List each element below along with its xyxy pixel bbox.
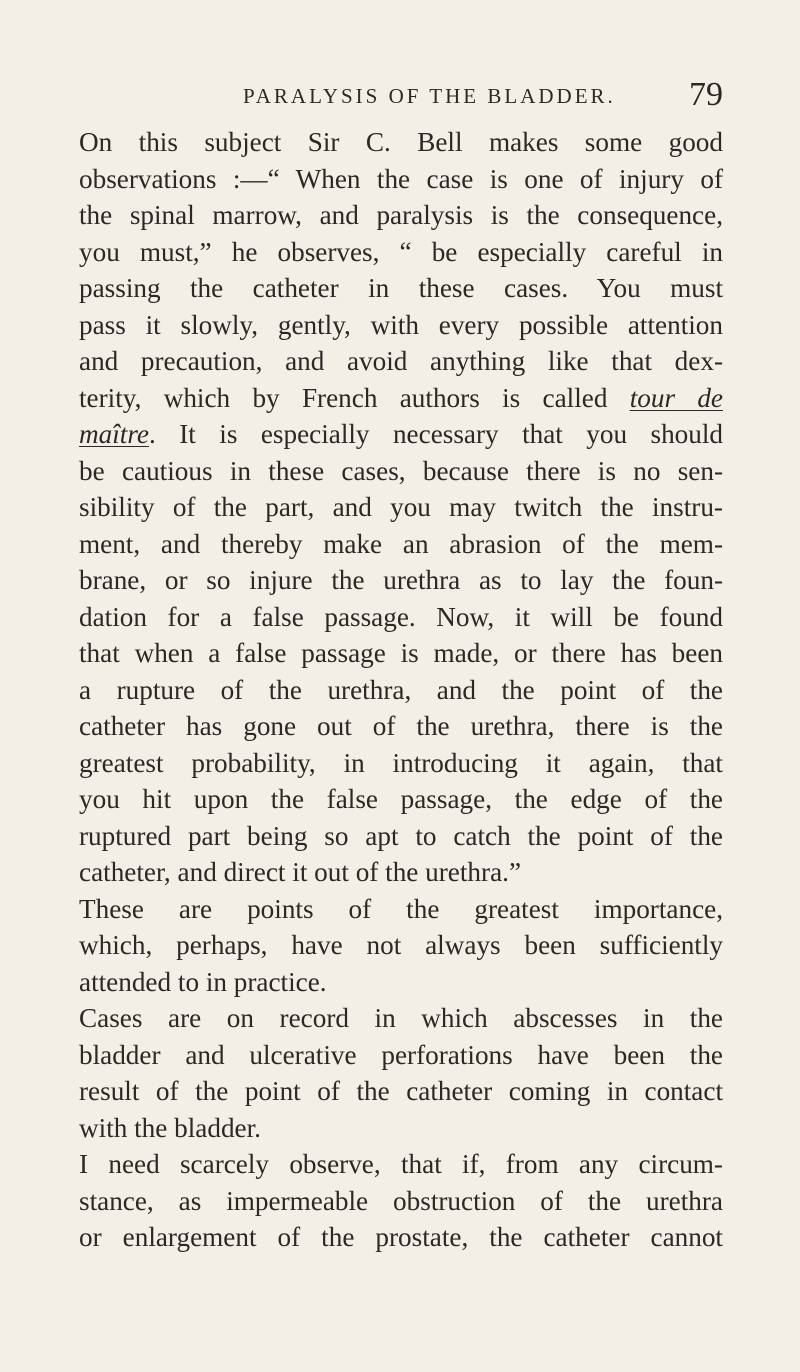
text-line: that when a false passage is made, or there has been	[79, 638, 723, 668]
running-head	[55, 78, 723, 118]
paragraph-2	[55, 891, 723, 1001]
text-line: which, perhaps, have not always been sufficiently	[79, 930, 723, 960]
text-line: be cautious in these cases, because there is no sen-	[79, 455, 723, 486]
text-line: result of the point of the catheter coming in contact	[79, 1076, 723, 1106]
text-line: catheter has gone out of the urethra, there is the	[79, 711, 723, 741]
running-title: PARALYSIS OF THE BLADDER.	[243, 84, 616, 108]
text-line: stance, as impermeable obstruction of the urethra	[79, 1185, 723, 1216]
italic-phrase: maître	[79, 419, 149, 449]
text-line: ruptured part being so apt to catch the point of the	[79, 820, 723, 851]
text-line: greatest probability, in introducing it again, that	[79, 747, 723, 778]
text-line: a rupture of the urethra, and the point of the	[79, 674, 723, 705]
text-line: On this subject Sir C. Bell makes some good	[79, 127, 723, 157]
text-line: with the bladder.	[79, 1112, 261, 1143]
text-line: you hit upon the false passage, the edge of the	[79, 784, 723, 814]
text-line: or enlargement of the prostate, the catheter cannot	[79, 1222, 723, 1252]
italic-phrase: tour de	[629, 382, 724, 413]
text-line: I need scarcely observe, that if, from any circum-	[79, 1149, 723, 1179]
text-line: attended to in practice.	[79, 966, 327, 997]
book-page	[55, 78, 723, 1256]
paragraph-4	[55, 1146, 723, 1256]
paragraph-3	[55, 1000, 723, 1146]
text-line: observations :—“ When the case is one of injury of	[79, 163, 723, 194]
text-line: bladder and ulcerative perforations have been the	[79, 1039, 723, 1070]
text-line-with-italic	[55, 416, 723, 453]
text-fragment: terity, which by French authors is called	[79, 382, 630, 413]
text-line: dation for a false passage. Now, it will be found	[79, 601, 723, 632]
text-line: brane, or so injure the urethra as to lay the foun-	[79, 565, 723, 595]
text-line: catheter, and direct it out of the urethra.”	[79, 857, 522, 887]
text-line: the spinal marrow, and paralysis is the consequence,	[79, 200, 723, 230]
text-line: Cases are on record in which abscesses in the	[79, 1003, 723, 1033]
text-line: you must,” he observes, “ be especially careful in	[79, 236, 723, 267]
page-number: 79	[689, 76, 723, 113]
text-line: These are points of the greatest importance,	[79, 893, 723, 924]
text-fragment: . It is especially necessary that you should	[148, 419, 723, 449]
text-line: pass it slowly, gently, with every possible attention	[79, 309, 723, 340]
text-line-with-italic	[55, 380, 723, 417]
text-line: and precaution, and avoid anything like that dex-	[79, 346, 723, 376]
paragraph-1	[55, 124, 723, 891]
text-line: sibility of the part, and you may twitch the instru-	[79, 492, 723, 522]
text-line: ment, and thereby make an abrasion of the mem-	[79, 528, 723, 559]
text-line: passing the catheter in these cases. You must	[79, 273, 723, 303]
